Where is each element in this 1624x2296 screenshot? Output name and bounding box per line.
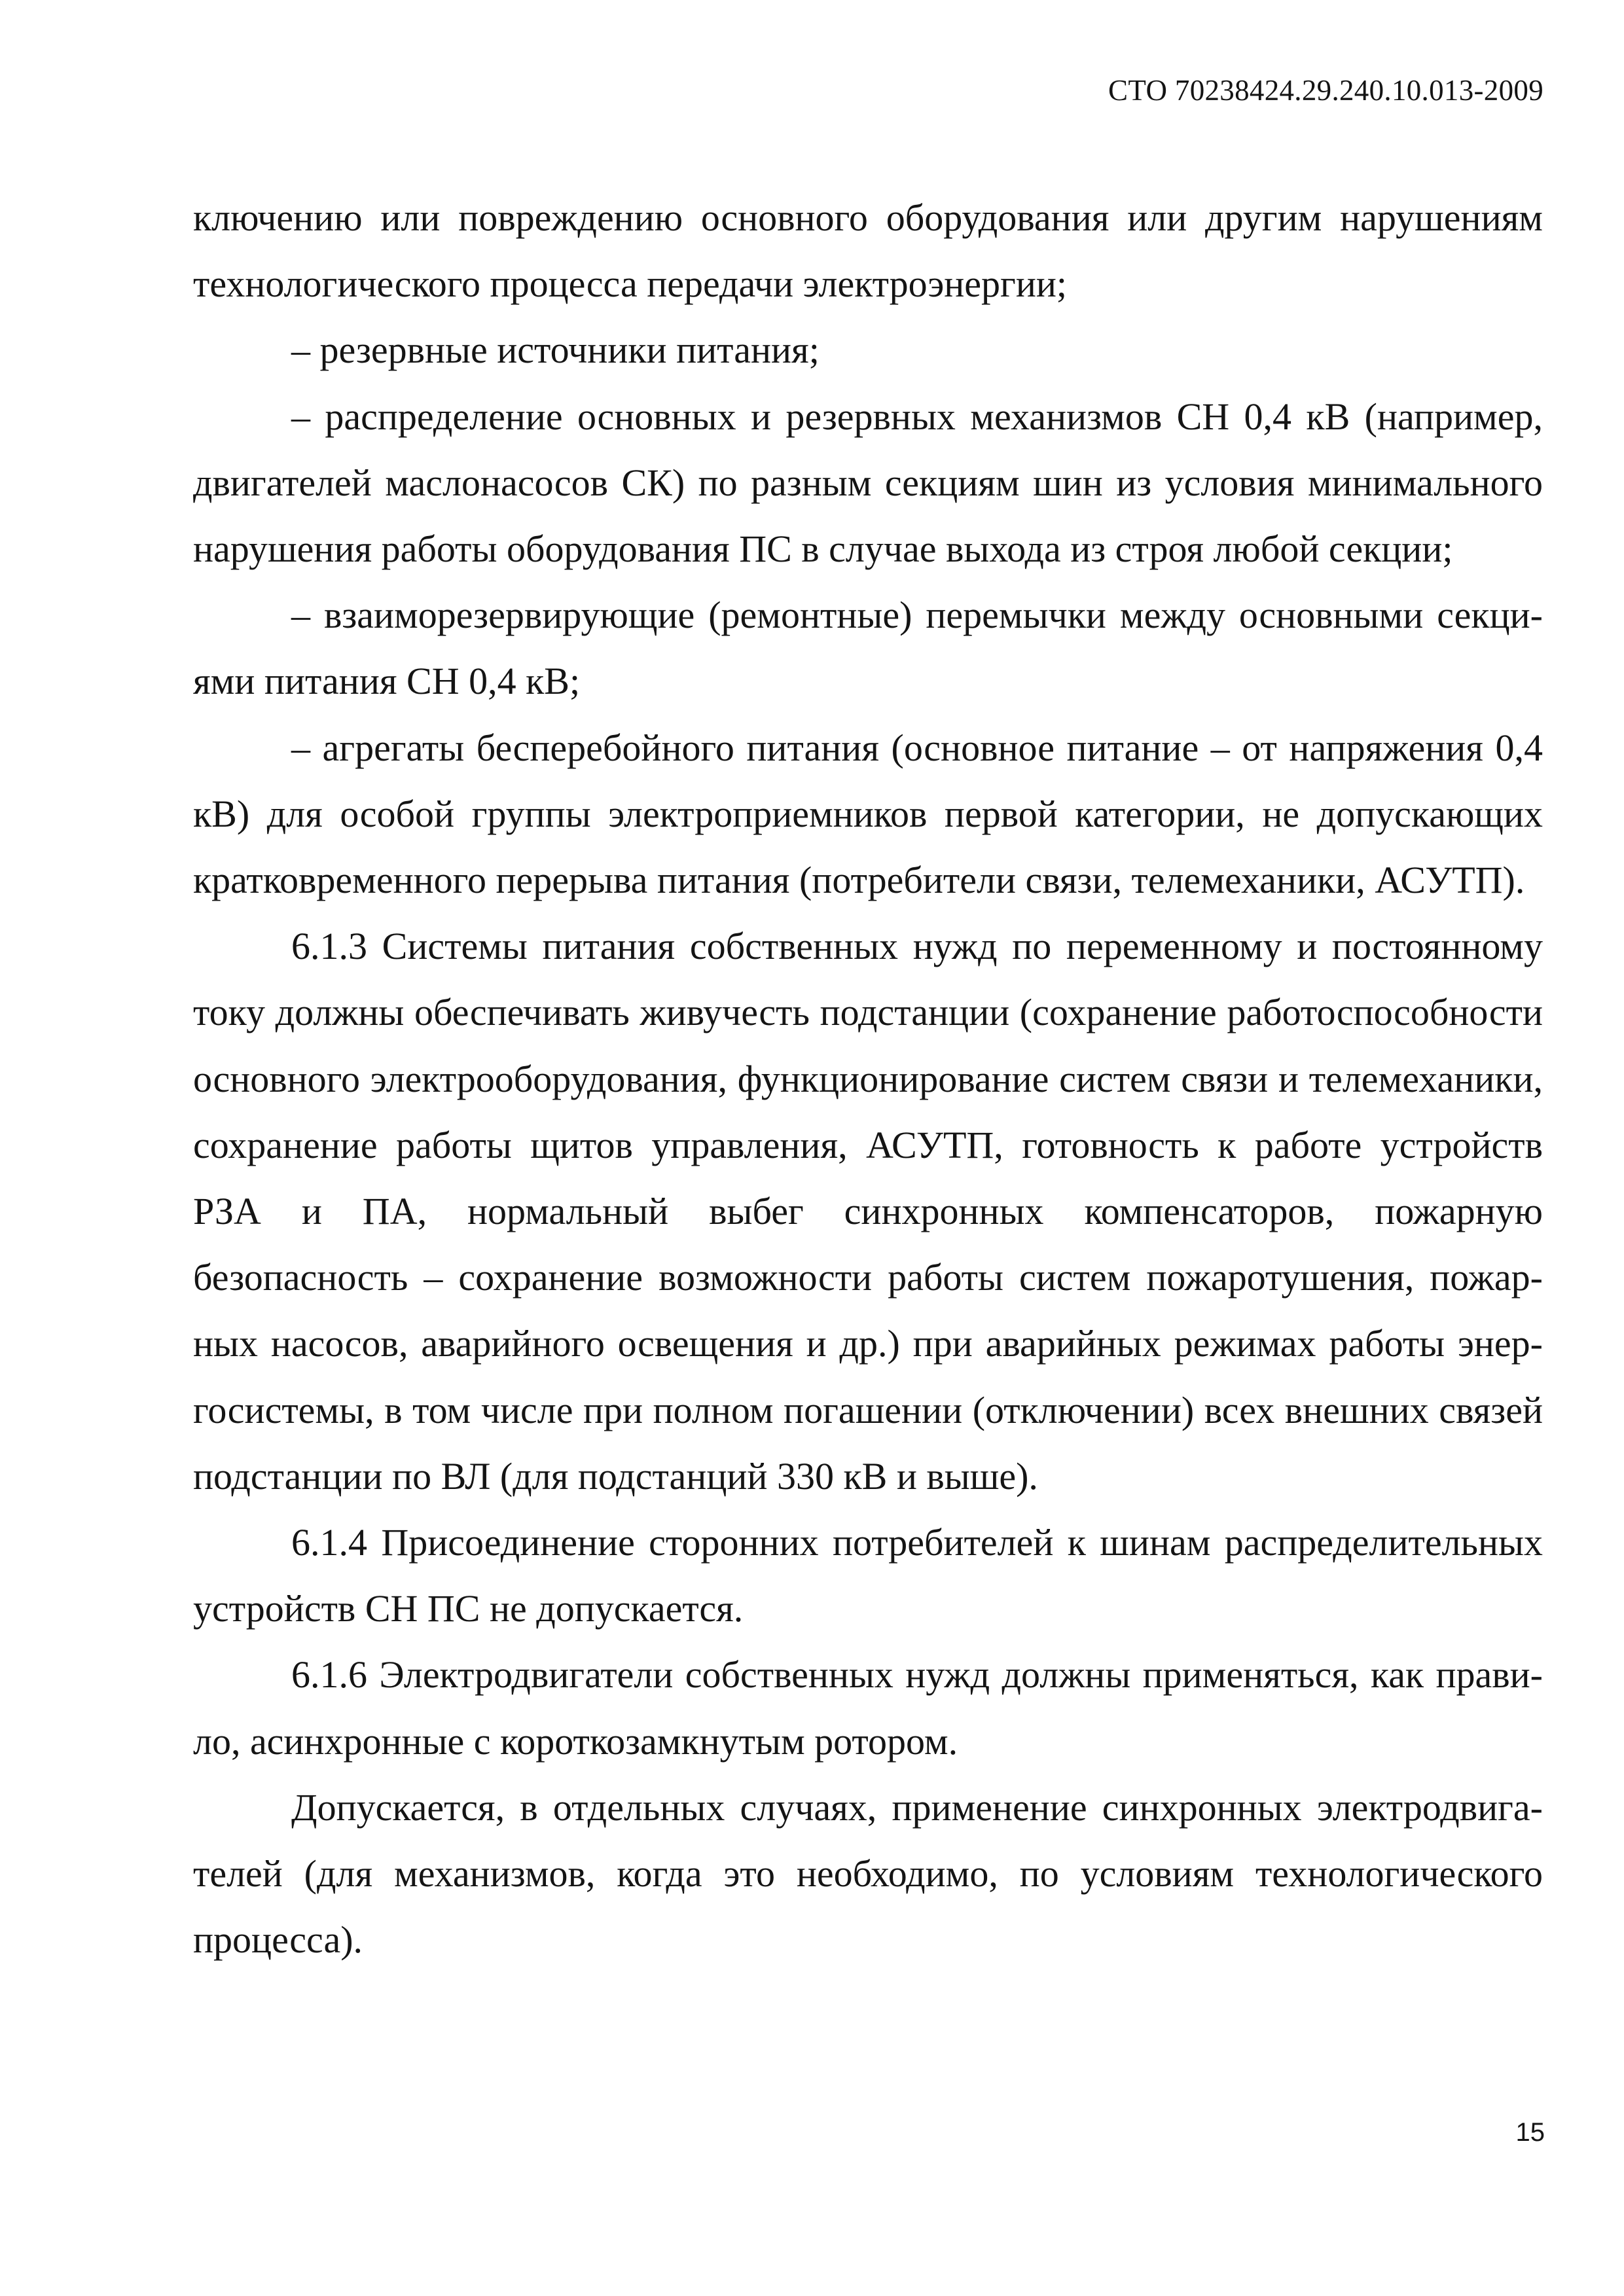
document-body [193,185,1543,1973]
list-item-ups-units: – агрегаты бесперебойного питания (основное питание – от напряжения 0,4 кВ) для особой группы электроприемников первой категории, не допускающих кратковременного перерыва питания (потребители связи, телемеханики, АСУТП). [193,726,1543,902]
document-code-header: СТО 70238424.29.240.10.013-2009 [1108,74,1543,107]
list-item-reserve-sources: – резервные источники питания; [291,329,820,372]
page-number: 15 [1515,2118,1545,2147]
clause-6-1-6: 6.1.6 Электродвигатели собственных нужд должны применяться, как правило, асинхронные с короткозамкнутым ротором. [193,1653,1543,1763]
list-item-mechanism-distribution: – распределение основных и резервных механизмов СН 0,4 кВ (например, двигателей маслонасосов СК) по разным секциям шин из условия минимального нарушения работы оборудования ПС в случае выхода из строя любой секции; [193,395,1543,571]
list-item-jumpers: – взаиморезервирующие (ремонтные) перемычки между основными секциями питания СН 0,4 кВ; [193,594,1543,703]
clause-6-1-3: 6.1.3 Системы питания собственных нужд по переменному и постоянному току должны обеспечивать живучесть подстанции (сохранение работоспособности основного электрооборудования, функционирование систем связи и телемеханики, сохранение работы щитов управления, АСУТП, готовность к работе устройств РЗА и ПА, нормальный выбег синхронных компенсаторов, пожарную безопасность – сохранение возможности работы систем пожаротушения, пожарных насосов, аварийного освещения и др.) при аварийных режимах работы энергосистемы, в том числе при полном погашении (отключении) всех внешних связей подстанции по ВЛ (для подстанций 330 кВ и выше). [193,925,1543,1498]
clause-6-1-4: 6.1.4 Присоединение сторонних потребителей к шинам распределительных устройств СН ПС не допускается. [193,1521,1543,1630]
paragraph-continuation: ключению или повреждению основного оборудования или другим нарушениям технологического процесса передачи электроэнергии; [193,196,1543,306]
clause-6-1-6-note: Допускается, в отдельных случаях, применение синхронных электродвигателей (для механизмов, когда это необходимо, по условиям технологического процесса). [193,1785,1543,1962]
